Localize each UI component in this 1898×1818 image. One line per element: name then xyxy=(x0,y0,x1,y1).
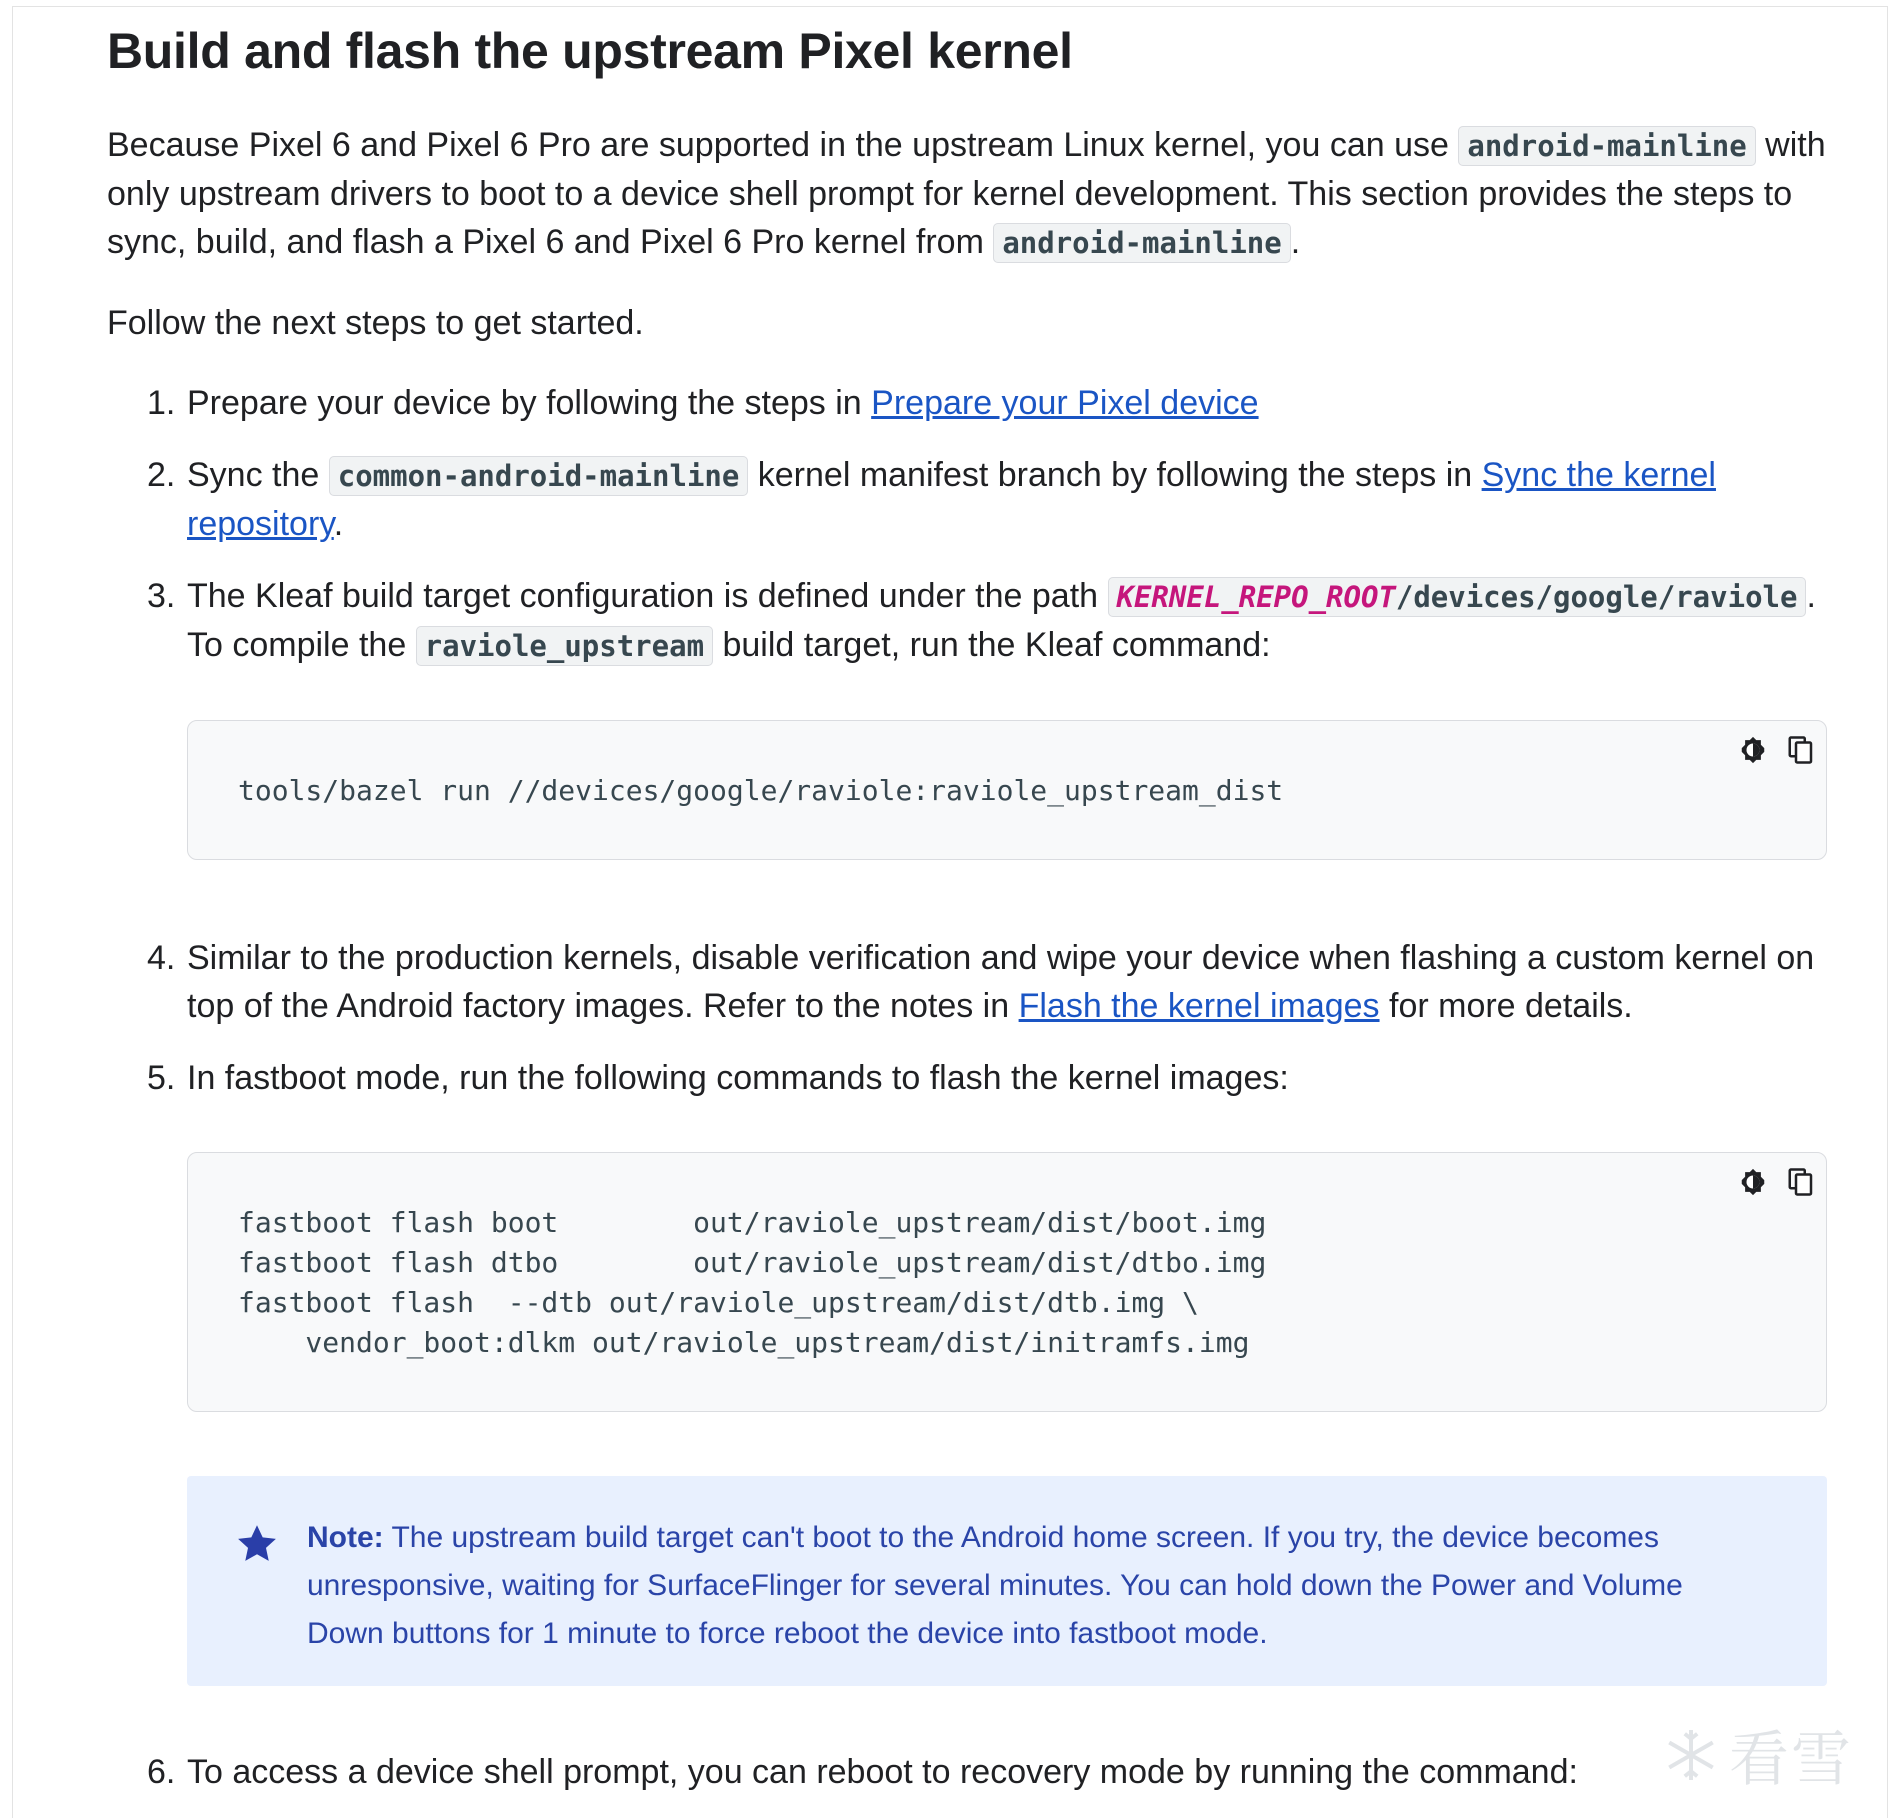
link-prepare-pixel-device[interactable]: Prepare your Pixel device xyxy=(871,384,1259,422)
step-text: build target, run the Kleaf command: xyxy=(713,626,1271,664)
note-callout xyxy=(187,1476,1827,1686)
inline-code-raviole-upstream: raviole_upstream xyxy=(416,626,713,666)
copy-icon[interactable] xyxy=(1784,733,1818,767)
step-number: 6. xyxy=(147,1753,176,1791)
step-number: 1. xyxy=(147,384,176,422)
step-text: . xyxy=(333,505,344,543)
step-text: kernel manifest branch by following the steps in xyxy=(748,456,1482,494)
list-item-step-2 xyxy=(107,451,1827,548)
star-icon xyxy=(235,1522,279,1571)
intro-paragraph xyxy=(107,121,1827,267)
step-text: To access a device shell prompt, you can reboot to recovery mode by running the command: xyxy=(187,1753,1578,1791)
code-block-flash xyxy=(187,1152,1827,1412)
step-text: In fastboot mode, run the following commands to flash the kernel images: xyxy=(187,1059,1289,1097)
watermark-logo xyxy=(1661,1712,1853,1798)
dark-mode-toggle-icon[interactable] xyxy=(1736,733,1770,767)
dark-mode-toggle-icon[interactable] xyxy=(1736,1165,1770,1199)
code-flash-commands[interactable]: fastboot flash boot out/raviole_upstream/dist/boot.img fastboot flash dtbo out/raviole_upstream/dist/dtbo.img fastboot flash --dtb out/raviole_upstream/dist/dtb.img \ vendor_boot:dlkm out/raviole_upstream/dist/initramfs.img xyxy=(238,1206,1267,1359)
list-item-step-6 xyxy=(107,1748,1827,1796)
intro-text-1: Because Pixel 6 and Pixel 6 Pro are supported in the upstream Linux kernel, you can use xyxy=(107,126,1459,164)
step-text: Sync the xyxy=(187,456,329,494)
note-body: The upstream build target can't boot to the Android home screen. If you try, the device becomes unresponsive, waiting for SurfaceFlinger for several minutes. You can hold down the Power and Volume Down buttons for 1 minute to force reboot the device into fastboot mode. xyxy=(307,1521,1683,1650)
article-content xyxy=(107,21,1827,1796)
step-number: 2. xyxy=(147,456,176,494)
step-text: The Kleaf build target configuration is defined under the path xyxy=(187,577,1108,615)
copy-icon[interactable] xyxy=(1784,1165,1818,1199)
intro-text-3: . xyxy=(1290,223,1301,261)
page-title: Build and flash the upstream Pixel kernel xyxy=(107,23,1073,79)
step-text: . To compile the xyxy=(187,577,1816,664)
intro-text-2: with only upstream drivers to boot to a device shell prompt for kernel development. This section provides the steps to sync, build, and flash a Pixel 6 and Pixel 6 Pro kernel from xyxy=(107,126,1826,261)
inline-code-kernel-path xyxy=(1108,577,1807,617)
code-block-build xyxy=(187,720,1827,860)
note-label: Note: xyxy=(307,1521,384,1554)
note-text xyxy=(307,1514,1707,1658)
link-sync-kernel-repository[interactable]: Sync the kernel repository xyxy=(187,456,1716,543)
list-item-step-3 xyxy=(107,572,1827,670)
list-item-step-5 xyxy=(107,1054,1827,1102)
code-build-command[interactable]: tools/bazel run //devices/google/raviole:raviole_upstream_dist xyxy=(238,774,1284,807)
step-number: 4. xyxy=(147,939,176,977)
steps-list-final xyxy=(107,1748,1827,1796)
steps-list xyxy=(107,379,1827,670)
code-variable: KERNEL_REPO_ROOT xyxy=(1116,580,1396,614)
inline-code-android-mainline: android-mainline xyxy=(1458,126,1755,166)
watermark-text: 看雪 xyxy=(1729,1725,1853,1795)
page-frame xyxy=(12,6,1888,1818)
inline-code-common-android-mainline: common-android-mainline xyxy=(329,456,749,496)
step-number: 3. xyxy=(147,577,176,615)
steps-list-continued xyxy=(107,934,1827,1102)
step-number: 5. xyxy=(147,1059,176,1097)
step-text: for more details. xyxy=(1379,987,1633,1025)
follow-paragraph: Follow the next steps to get started. xyxy=(107,304,644,342)
inline-code-android-mainline-2: android-mainline xyxy=(993,223,1290,263)
code-path: /devices/google/raviole xyxy=(1395,580,1798,614)
list-item-step-4 xyxy=(107,934,1827,1030)
snowflake-icon xyxy=(1661,1725,1721,1785)
step-text: Prepare your device by following the steps in xyxy=(187,384,872,422)
step-text: Similar to the production kernels, disable verification and wipe your device when flashing a custom kernel on top of the Android factory images. Refer to the notes in xyxy=(187,939,1815,1025)
code-block-toolbar xyxy=(1736,1165,1818,1199)
link-flash-kernel-images[interactable]: Flash the kernel images xyxy=(1018,987,1380,1025)
code-block-toolbar xyxy=(1736,733,1818,767)
list-item-step-1 xyxy=(107,379,1827,427)
